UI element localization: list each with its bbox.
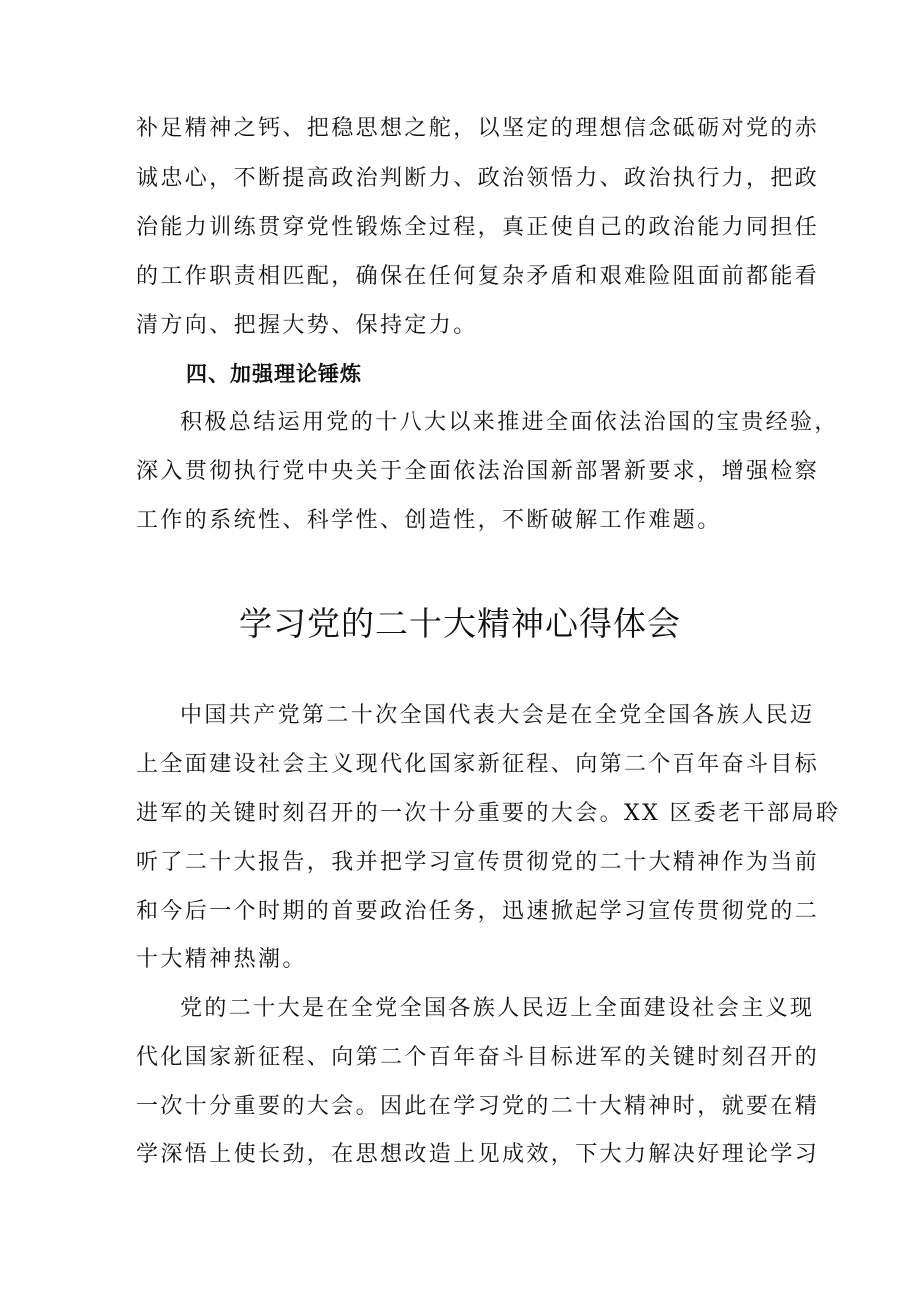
paragraph-line: 诚忠心，不断提高政治判断力、政治领悟力、政治执行力，把政 [136, 166, 820, 191]
paragraph-line: 治能力训练贯穿党性锻炼全过程，真正使自己的政治能力同担任 [136, 215, 820, 240]
paragraph-line: 深入贯彻执行党中央关于全面依法治国新部署新要求，增强检察 [136, 459, 820, 484]
paragraph-line: 清方向、把握大势、保持定力。 [136, 313, 478, 338]
paragraph-line: 的工作职责相匹配，确保在任何复杂矛盾和艰难险阻面前都能看 [136, 264, 820, 289]
paragraph-line: 补足精神之钙、把稳思想之舵，以坚定的理想信念砥砺对党的赤 [136, 116, 820, 141]
paragraph-line: 工作的系统性、科学性、创造性，不断破解工作难题。 [136, 508, 722, 533]
article-title: 学习党的二十大精神心得体会 [239, 604, 681, 643]
paragraph-line: 十大精神热潮。 [136, 947, 307, 972]
paragraph-line: 中国共产党第二十次全国代表大会是在全党全国各族人民迈 [180, 703, 815, 728]
paragraph-line: 党的二十大是在全党全国各族人民迈上全面建设社会主义现 [180, 996, 815, 1021]
paragraph-line: 听了二十大报告，我并把学习宣传贯彻党的二十大精神作为当前 [136, 850, 820, 875]
section-heading: 四、加强理论锤炼 [186, 362, 362, 386]
paragraph-line: 代化国家新征程、向第二个百年奋斗目标进军的关键时刻召开的 [136, 1045, 820, 1070]
paragraph-line: 进军的关键时刻召开的一次十分重要的大会。XX 区委老干部局聆 [136, 801, 841, 826]
paragraph-line: 学深悟上使长劲，在思想改造上见成效，下大力解决好理论学习 [136, 1142, 820, 1167]
paragraph-line: 积极总结运用党的十八大以来推进全面依法治国的宝贵经验， [180, 410, 839, 435]
paragraph-line: 一次十分重要的大会。因此在学习党的二十大精神时，就要在精 [136, 1094, 820, 1119]
paragraph-line: 和今后一个时期的首要政治任务，迅速掀起学习宣传贯彻党的二 [136, 899, 820, 924]
paragraph-line: 上全面建设社会主义现代化国家新征程、向第二个百年奋斗目标 [136, 752, 820, 777]
